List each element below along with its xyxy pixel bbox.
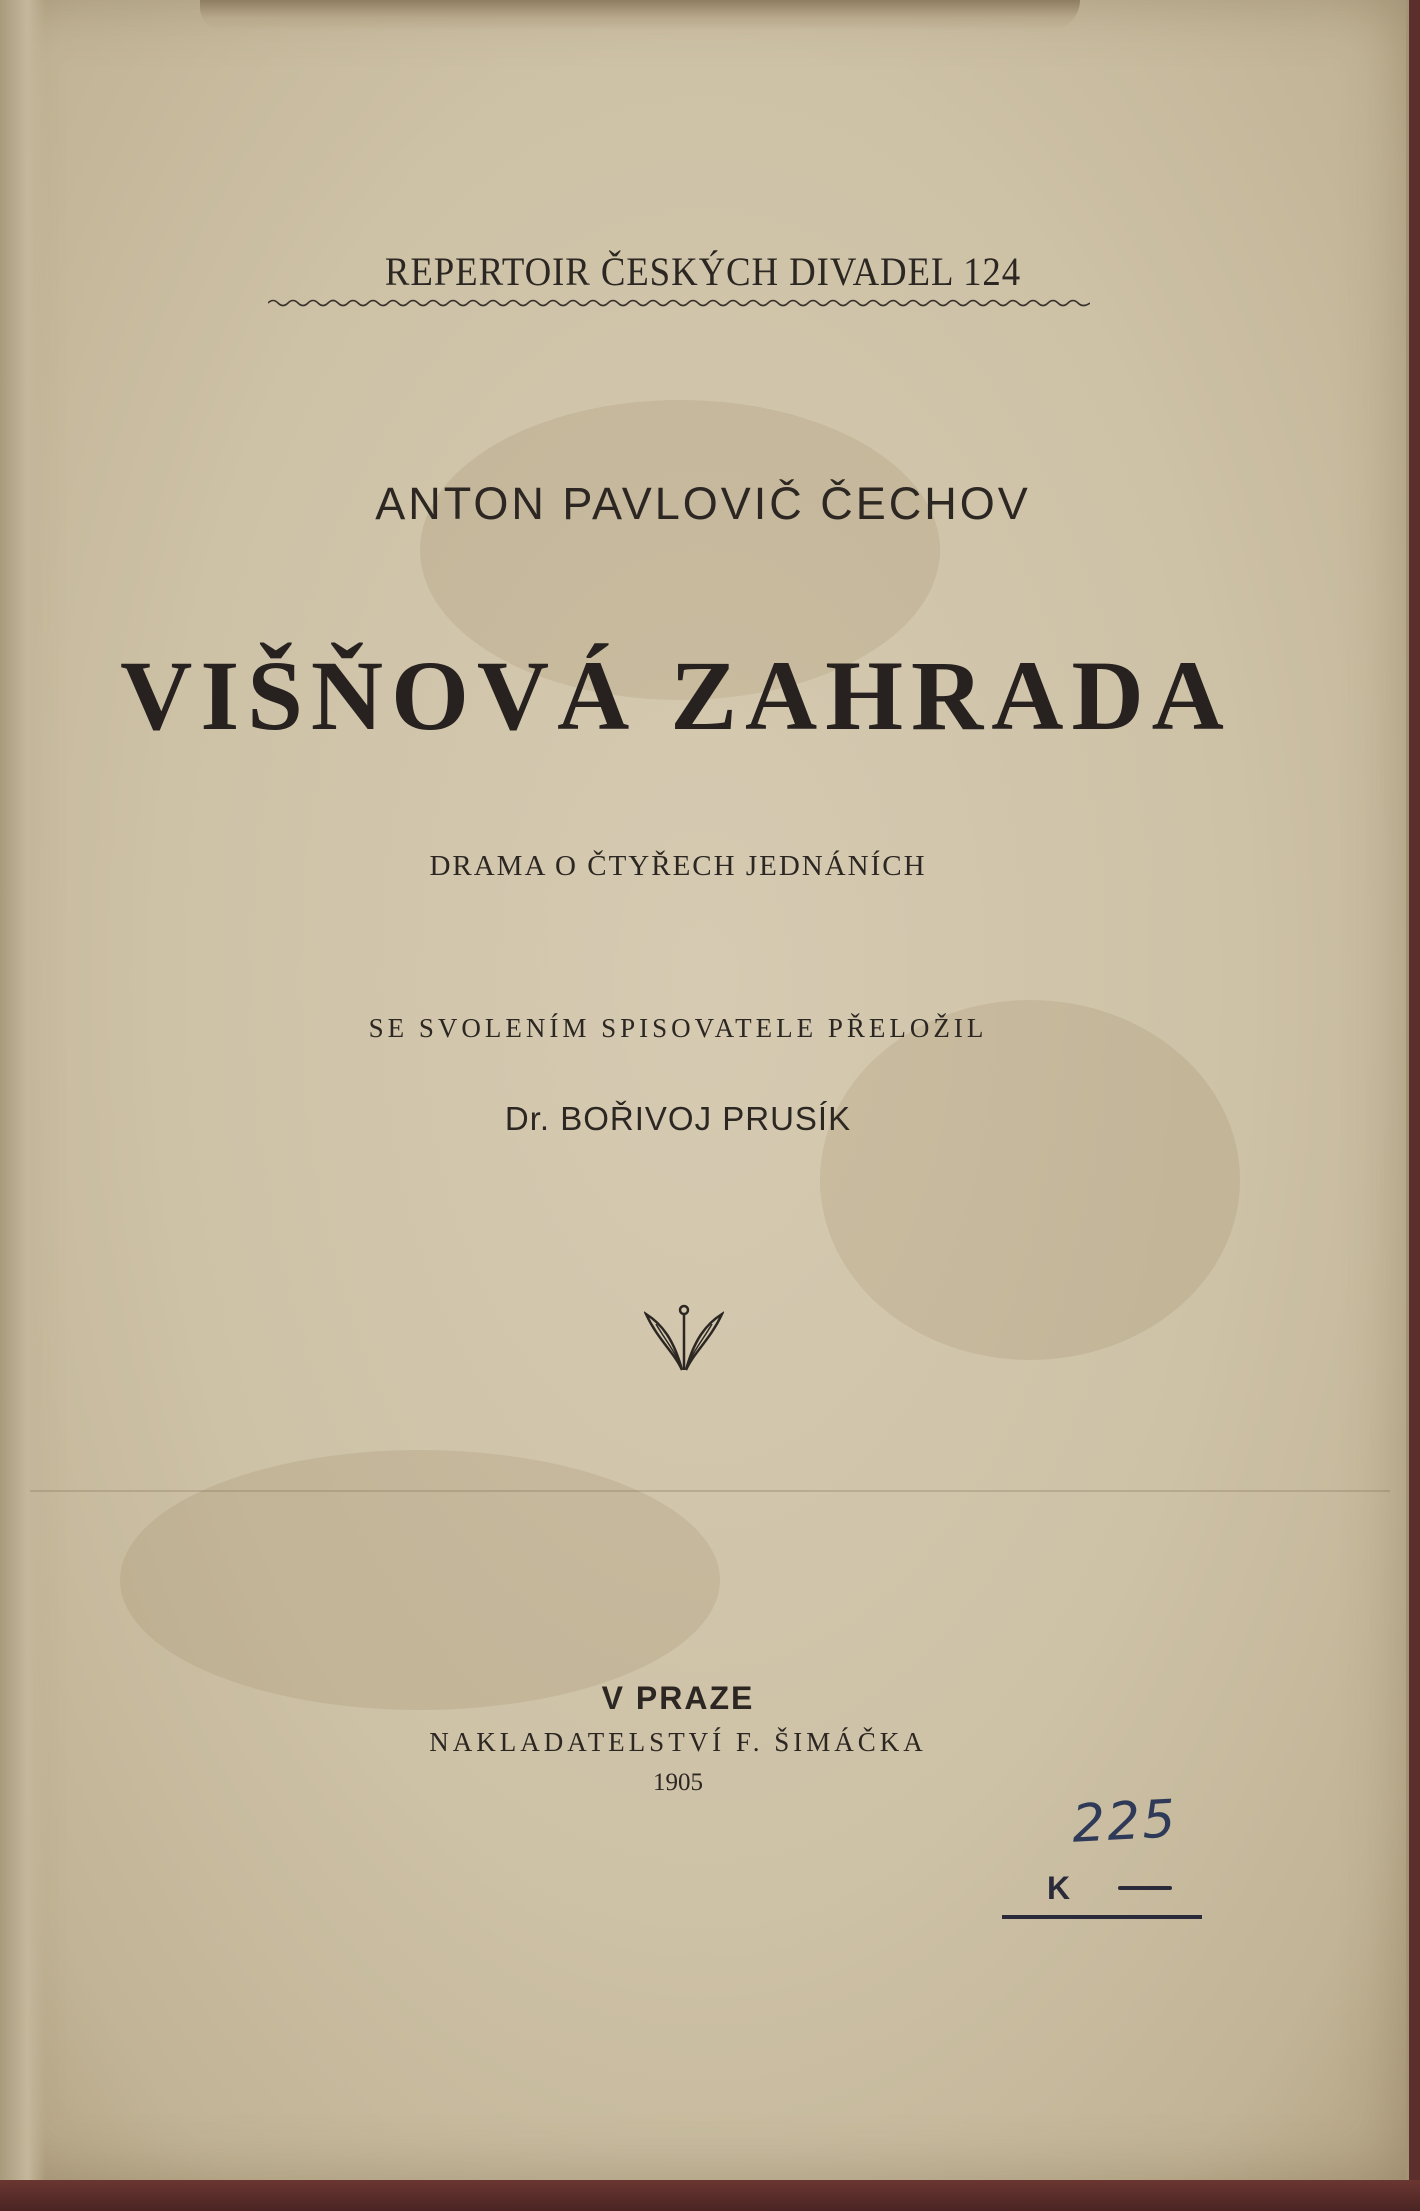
fold-crease: [30, 1490, 1390, 1492]
wavy-rule-divider: [268, 298, 1090, 308]
translation-note: SE SVOLENÍM SPISOVATELE PŘELOŽIL: [368, 1013, 988, 1043]
imprint-publisher: NAKLADATELSTVÍ F. ŠIMÁČKA: [429, 1727, 927, 1757]
paper-stain: [120, 1450, 720, 1710]
series-title: REPERTOIR ČESKÝCH DIVADEL 124: [384, 249, 1022, 294]
torn-top-edge: [200, 0, 1080, 30]
imprint-city: V PRAZE: [601, 1680, 755, 1716]
shelf-mark-underline: [1002, 1915, 1202, 1919]
worn-spine-edge: [0, 0, 46, 2180]
floral-leaf-ornament-icon: [644, 1300, 724, 1380]
book-subtitle: DRAMA O ČTYŘECH JEDNÁNÍCH: [429, 850, 927, 882]
imprint-year: 1905: [653, 1769, 703, 1796]
book-title: VIŠŇOVÁ ZAHRADA: [120, 640, 1232, 751]
handwritten-shelf-code: K: [1047, 1870, 1073, 1906]
binding-edge: [0, 2180, 1420, 2211]
shelf-code-dash: [1118, 1886, 1172, 1890]
translator-name: Dr. BOŘIVOJ PRUSÍK: [504, 1100, 852, 1137]
author-name: ANTON PAVLOVIČ ČECHOV: [375, 478, 1031, 529]
paper-stain: [820, 1000, 1240, 1360]
handwritten-shelf-number: 225: [1070, 1789, 1179, 1855]
